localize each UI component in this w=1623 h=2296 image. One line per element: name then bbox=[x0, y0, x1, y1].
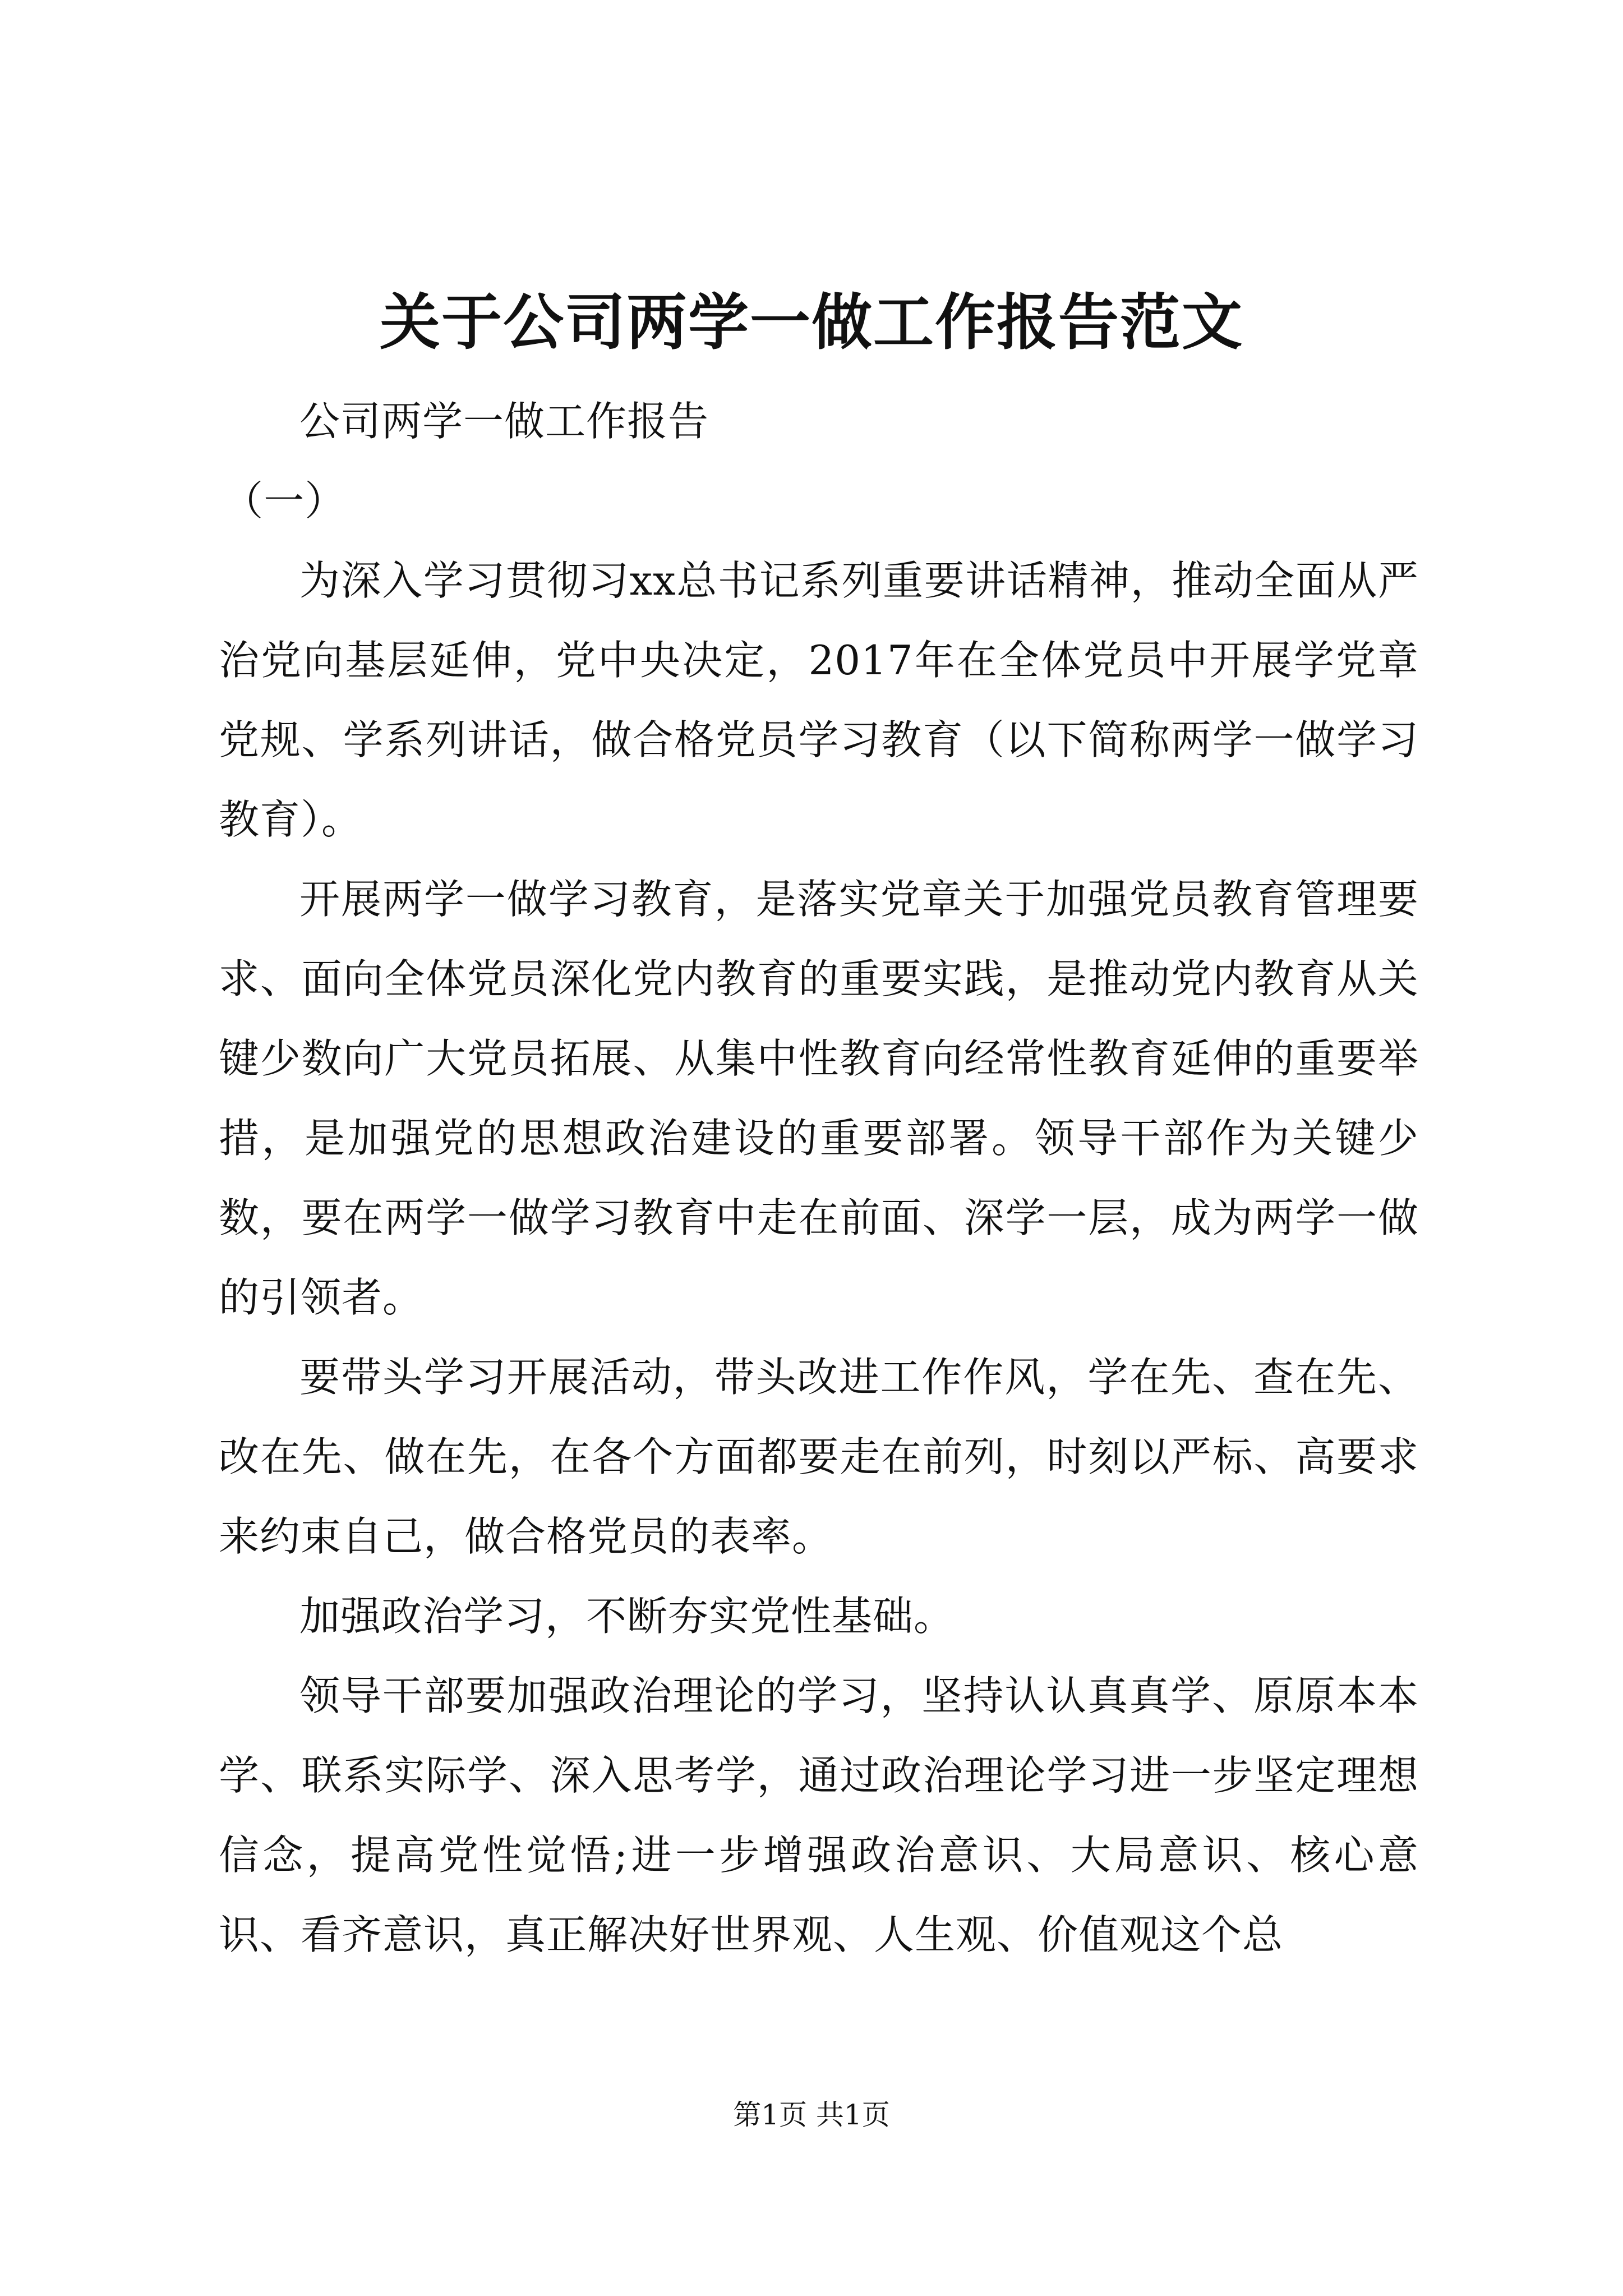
document-body bbox=[219, 381, 1419, 1975]
page-number-label: 第1页 共1页 bbox=[733, 2099, 890, 2131]
document-title: 关于公司两学一做工作报告范文 bbox=[379, 287, 1243, 358]
section-marker: （一） bbox=[223, 477, 346, 524]
body-paragraph: 领导干部要加强政治理论的学习，坚持认认真真学、原原本本学、联系实际学、深入思考学，通过政治理论学习进一步坚定理想信念，提高党性觉悟;进一步增强政治意识、大局意识、核心意识、看齐意识，真正解决好世界观、人生观、价值观这个总 bbox=[219, 1672, 1419, 1958]
body-paragraph: 要带头学习开展活动，带头改进工作作风，学在先、查在先、改在先、做在先，在各个方面都要走在前列，时刻以严标、高要求来约束自己，做合格党员的表率。 bbox=[219, 1354, 1419, 1560]
subtitle-paragraph: 公司两学一做工作报告 bbox=[299, 398, 709, 445]
body-paragraph: 开展两学一做学习教育，是落实党章关于加强党员教育管理要求、面向全体党员深化党内教育的重要实践，是推动党内教育从关键少数向广大党员拓展、从集中性教育向经常性教育延伸的重要举措，是加强党的思想政治建设的重要部署。领导干部作为关键少数，要在两学一做学习教育中走在前面、深学一层，成为两学一做的引领者。 bbox=[219, 876, 1419, 1321]
body-paragraph: 为深入学习贯彻习xx总书记系列重要讲话精神，推动全面从严治党向基层延伸，党中央决定，2017年在全体党员中开展学党章党规、学系列讲话，做合格党员学习教育（以下简称两学一做学习教育）。 bbox=[219, 557, 1419, 843]
page-footer bbox=[0, 2095, 1623, 2134]
body-paragraph: 加强政治学习，不断夯实党性基础。 bbox=[299, 1593, 955, 1640]
